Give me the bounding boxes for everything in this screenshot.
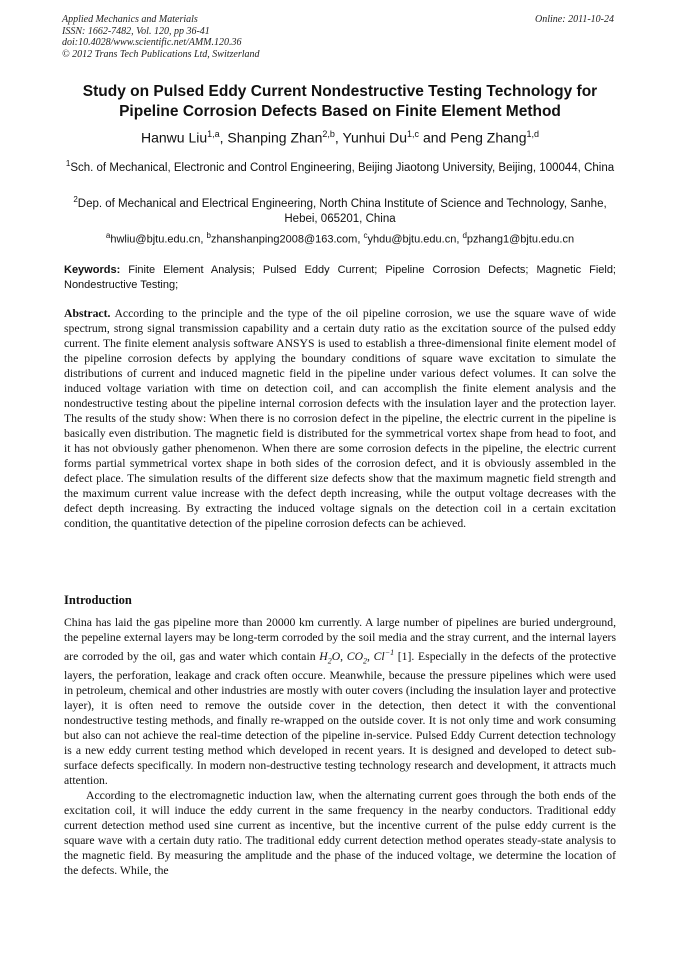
journal-header (62, 14, 614, 60)
paper-title: Study on Pulsed Eddy Current Nondestructive Testing Technology for Pipeline Corrosion Defects Based on Finite Element Method (82, 83, 598, 120)
author-separator: and (419, 129, 451, 146)
email-marker: d (462, 231, 467, 240)
keywords (64, 263, 616, 293)
journal-copyright: © 2012 Trans Tech Publications Ltd, Switzerland (62, 48, 260, 60)
formula-part: Cl (373, 649, 385, 663)
author-superscript: 1,c (407, 129, 420, 139)
abstract (64, 306, 616, 531)
intro-paragraph-1 (64, 615, 616, 788)
email-address: yhdu@bjtu.edu.cn (367, 233, 457, 246)
author-superscript: 2,b (322, 129, 335, 139)
email-address: hwliu@bjtu.edu.cn (110, 233, 201, 246)
author-name: Yunhui Du (342, 129, 408, 146)
email-address: zhanshanping2008@163.com (211, 233, 358, 246)
intro-text: China has laid the gas pipeline more than 20000 km currently. A large number of pipelines are buried underground, the pepeline external layers may be long-term corroded by the soil media and the stray current, and the internal layers are corroded by the oil, gas and water which contain (64, 616, 616, 663)
formula-subscript: 2 (363, 656, 368, 666)
email-marker: b (206, 231, 211, 240)
introduction-body (64, 615, 616, 878)
formula-part: O (331, 649, 341, 663)
online-date: Online: 2011-10-24 (535, 14, 614, 25)
affiliation-text: Dep. of Mechanical and Electrical Engineering, North China Institute of Science and Technology, Sanhe, Hebei, 065201, China (77, 197, 607, 225)
author-name: Hanwu Liu (140, 129, 208, 146)
affiliation-2 (64, 192, 616, 227)
section-heading-introduction: Introduction (64, 593, 132, 607)
intro-paragraph-2: According to the electromagnetic induction law, when the alternating current goes through the both ends of the excitation coil, it will induce the eddy current in the same frequency in the nearby conductors. Traditional eddy current detection method used sine current as incentive, but the incentive current of the pulse eddy current is the square wave with a certain duty ratio. The traditional eddy current detection method operates steady-state analysis to the magnetic field. By measuring the amplitude and the phase of the induced voltage, we determine the location of the defects. While, the (64, 789, 616, 878)
journal-doi: doi:10.4028/www.scientific.net/AMM.120.36 (62, 37, 242, 48)
affiliation-marker: 1 (65, 159, 71, 168)
email-address: pzhang1@bjtu.edu.cn (466, 233, 575, 246)
formula-separator: , (340, 649, 347, 663)
formula-part: H (319, 649, 328, 663)
author-name: Peng Zhang (450, 129, 527, 146)
email-marker: a (105, 231, 111, 240)
abstract-text: According to the principle and the type of the oil pipeline corrosion, we use the square wave of wide spectrum, strong signal transmission capability and a certain duty ratio as the excitation source of the pulsed eddy current. The finite element analysis software ANSYS is used to establish a three-dimensional finite element model of the pipeline corrosion defects by applying the boundary conditions of square wave excitation to simulate the distributions of current and induced magnetic field in the pipeline under various defect volumes. It can solve the induced voltage variation with time on detection coil, and can accomplish the finite element analysis and the nondestructive testing about the pipeline internal corrosion defects with the insulation layer and the protection layer. The results of the study show: When there is no corrosion defect in the pipeline, the electric current in the pipeline is basically even distribution. The magnetic field is distributed for the symmetrical vortex shape from head to foot, and it has not obviously gather phenomenon. When there are some corrosion defects in the pipeline, the electric current forms partial symmetrical vortex shape in both sides of the corrosion defect, and it is obviously assembled in the defect place. The simulation results of the different size defects show that the maximum magnetic field strength and the maximum current value increase with the defect depth increasing, while the output voltage decreases with the defect depth increasing. By extracting the induced voltage signals on the detection coil in a certain excitation condition, the quantitative detection of the pipeline corrosion defects can be achieved. (64, 307, 616, 530)
formula-separator: , (367, 649, 370, 663)
affiliation-1 (64, 156, 616, 176)
keywords-text: Finite Element Analysis; Pulsed Eddy Current; Pipeline Corrosion Defects; Magnetic Field; Nondestructive Testing; (64, 264, 616, 291)
author-name: Shanping Zhan (227, 129, 323, 146)
author-superscript: 1,a (207, 129, 220, 139)
journal-name: Applied Mechanics and Materials (62, 14, 198, 25)
abstract-label: Abstract. (64, 307, 111, 320)
author-separator: , (219, 129, 228, 146)
formula-part: CO (346, 649, 364, 663)
intro-text: [1]. Especially in the defects of the protective layers, the perforation, leakage and crack often occure. Meanwhile, because the pressure pipelines which were used in petroleum, chemical and other industries are mostly with outer covers (including the insulation layer and protective layer), it is often need to remove the outside cover in the detection, then detect it with the conventional nondestructive testing methods, and finally re-wrapped on the outside cover. It is not only time and work consuming but also can not achieve the real-time detection of the pipeline in-service. Pulsed Eddy Current detection technology is a new eddy current testing method which developed in recent years. It is designed and developed to detect sub-surface defects specifically. In modern non-destructive testing technology research and development, it attracts much attention. (64, 649, 617, 788)
formula-cl (374, 650, 394, 663)
affiliation-marker: 2 (73, 195, 78, 204)
keywords-label: Keywords: (64, 264, 121, 276)
author-superscript: 1,d (526, 129, 540, 139)
journal-issn: ISSN: 1662-7482, Vol. 120, pp 36-41 (62, 25, 210, 37)
affiliation-text: Sch. of Mechanical, Electronic and Control Engineering, Beijing Jiaotong University, Beijing, 100044, China (70, 161, 615, 174)
author-separator: , (334, 129, 343, 146)
formula-co2 (346, 649, 368, 666)
email-list: $^a$hwliu@bjtu.edu.cn, $^b$zhanshanping2008@163.com, $^c$yhdu@bjtu.edu.cn, $^d$pzhang1@bjtu.edu.cn (105, 231, 575, 246)
email-marker: c (363, 231, 368, 240)
formula-subscript: 2 (327, 656, 332, 666)
formula-h2o (319, 649, 341, 666)
author-list (64, 124, 616, 148)
formula-superscript: −1 (384, 648, 395, 657)
